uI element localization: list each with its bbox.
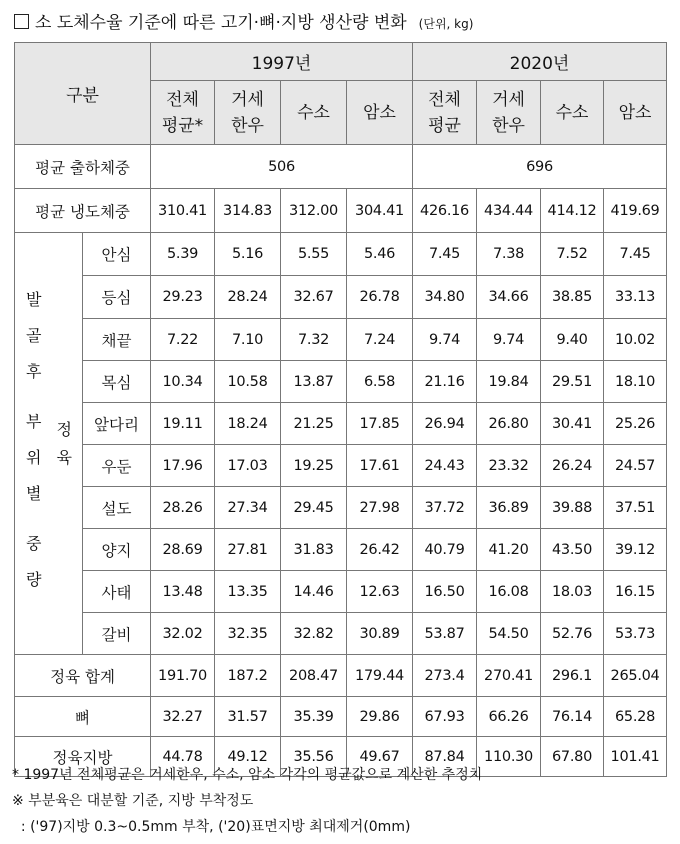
value-cell: 26.78 (347, 276, 413, 319)
value-cell: 7.38 (477, 233, 541, 276)
column-header-line: 거세 (231, 89, 264, 110)
value-cell: 19.11 (151, 403, 215, 445)
value-cell: 27.98 (347, 487, 413, 529)
table-row (15, 43, 667, 81)
value-cell: 16.50 (413, 571, 477, 613)
value-cell: 32.67 (281, 276, 347, 319)
footnotes (12, 762, 482, 840)
value-cell: 28.24 (215, 276, 281, 319)
value-cell: 6.58 (347, 361, 413, 403)
value-cell: 49.67 (347, 737, 413, 777)
value-cell: 7.10 (215, 319, 281, 361)
side-label-char: 별 (26, 483, 42, 503)
table-row (15, 697, 667, 737)
value-cell: 17.96 (151, 445, 215, 487)
value-cell: 44.78 (151, 737, 215, 777)
column-header (413, 81, 477, 145)
value-cell: 17.03 (215, 445, 281, 487)
value-cell: 7.24 (347, 319, 413, 361)
cut-label: 갈비 (83, 613, 151, 655)
value-cell: 32.35 (215, 613, 281, 655)
value-cell: 28.69 (151, 529, 215, 571)
value-cell: 39.88 (541, 487, 604, 529)
value-cell: 39.12 (604, 529, 667, 571)
column-header-line: 전체 (428, 89, 461, 110)
value-cell: 26.94 (413, 403, 477, 445)
table-row (15, 233, 667, 276)
column-header-line: 한우 (492, 115, 525, 136)
side-label-char: 위 (26, 447, 42, 467)
value-cell: 5.46 (347, 233, 413, 276)
value-cell: 34.66 (477, 276, 541, 319)
column-header (604, 81, 667, 145)
value-cell: 506 (151, 145, 413, 189)
value-cell: 7.22 (151, 319, 215, 361)
value-cell: 26.24 (541, 445, 604, 487)
column-header-line: 평균 (428, 115, 461, 136)
footnote-2: ※ 부분육은 대분할 기준, 지방 부착정도 (12, 793, 254, 809)
total-row-label: 정육 합계 (15, 655, 151, 697)
value-cell: 25.26 (604, 403, 667, 445)
value-cell: 32.27 (151, 697, 215, 737)
table-row (15, 655, 667, 697)
value-cell: 314.83 (215, 189, 281, 233)
table-row (15, 445, 667, 487)
column-header-line: 전체 (166, 89, 199, 110)
side-label-char: 후 (26, 361, 42, 381)
value-cell: 30.41 (541, 403, 604, 445)
value-cell: 7.52 (541, 233, 604, 276)
value-cell: 29.23 (151, 276, 215, 319)
value-cell: 40.79 (413, 529, 477, 571)
value-cell: 5.39 (151, 233, 215, 276)
table-row (15, 319, 667, 361)
value-cell: 110.30 (477, 737, 541, 777)
value-cell: 310.41 (151, 189, 215, 233)
footnote-3: : ('97)지방 0.3~0.5mm 부착, ('20)표면지방 최대제거(0mm) (12, 819, 411, 835)
value-cell: 31.57 (215, 697, 281, 737)
value-cell: 54.50 (477, 613, 541, 655)
year-header-1997: 1997년 (151, 43, 413, 81)
column-header (347, 81, 413, 145)
cut-label: 안심 (83, 233, 151, 276)
column-header-line: 한우 (231, 115, 264, 136)
value-cell: 9.74 (413, 319, 477, 361)
value-cell: 35.56 (281, 737, 347, 777)
table-row (15, 487, 667, 529)
column-header (477, 81, 541, 145)
table-row (15, 571, 667, 613)
column-header (215, 81, 281, 145)
row-label: 평균 출하체중 (15, 145, 151, 189)
value-cell: 5.16 (215, 233, 281, 276)
title-text: 소 도체수율 기준에 따른 고기·뼈·지방 생산량 변화 (35, 13, 407, 33)
value-cell: 53.73 (604, 613, 667, 655)
table-title (14, 8, 473, 33)
value-cell: 9.74 (477, 319, 541, 361)
value-cell: 312.00 (281, 189, 347, 233)
value-cell: 17.85 (347, 403, 413, 445)
value-cell: 37.51 (604, 487, 667, 529)
table-row (15, 361, 667, 403)
total-row-label: 정육지방 (15, 737, 151, 777)
value-cell: 29.45 (281, 487, 347, 529)
side-label-char: 발 (26, 289, 42, 309)
column-header-line: 암소 (363, 102, 396, 123)
value-cell: 65.28 (604, 697, 667, 737)
value-cell: 21.25 (281, 403, 347, 445)
cut-label: 등심 (83, 276, 151, 319)
value-cell: 7.32 (281, 319, 347, 361)
value-cell: 27.81 (215, 529, 281, 571)
value-cell: 13.35 (215, 571, 281, 613)
column-header-line: 암소 (618, 102, 652, 123)
cut-label: 사태 (83, 571, 151, 613)
value-cell: 10.02 (604, 319, 667, 361)
value-cell: 32.02 (151, 613, 215, 655)
value-cell: 179.44 (347, 655, 413, 697)
column-header (151, 81, 215, 145)
group-label-char: 육 (56, 447, 72, 467)
value-cell: 10.34 (151, 361, 215, 403)
side-label-char: 중 (26, 533, 42, 553)
value-cell: 27.34 (215, 487, 281, 529)
cut-label: 설도 (83, 487, 151, 529)
value-cell: 29.86 (347, 697, 413, 737)
value-cell: 66.26 (477, 697, 541, 737)
unit-label: (단위, kg) (418, 17, 474, 31)
value-cell: 26.80 (477, 403, 541, 445)
value-cell: 53.87 (413, 613, 477, 655)
value-cell: 419.69 (604, 189, 667, 233)
value-cell: 5.55 (281, 233, 347, 276)
value-cell: 43.50 (541, 529, 604, 571)
side-label-char: 부 (26, 411, 42, 431)
production-table (14, 42, 667, 777)
column-header-line: 수소 (555, 102, 589, 123)
table-row (15, 189, 667, 233)
value-cell: 33.13 (604, 276, 667, 319)
value-cell: 13.48 (151, 571, 215, 613)
value-cell: 41.20 (477, 529, 541, 571)
table-row (15, 613, 667, 655)
value-cell: 30.89 (347, 613, 413, 655)
side-label-char: 골 (26, 325, 42, 345)
table-row (15, 276, 667, 319)
column-header (281, 81, 347, 145)
value-cell: 19.84 (477, 361, 541, 403)
value-cell: 187.2 (215, 655, 281, 697)
value-cell: 67.93 (413, 697, 477, 737)
value-cell: 434.44 (477, 189, 541, 233)
cut-label: 앞다리 (83, 403, 151, 445)
value-cell: 426.16 (413, 189, 477, 233)
value-cell: 24.43 (413, 445, 477, 487)
value-cell: 10.58 (215, 361, 281, 403)
side-label-char: 량 (26, 569, 42, 589)
value-cell: 17.61 (347, 445, 413, 487)
cut-label: 목심 (83, 361, 151, 403)
value-cell: 34.80 (413, 276, 477, 319)
value-cell: 36.89 (477, 487, 541, 529)
value-cell: 7.45 (604, 233, 667, 276)
value-cell: 38.85 (541, 276, 604, 319)
value-cell: 24.57 (604, 445, 667, 487)
value-cell: 18.03 (541, 571, 604, 613)
group-label-char: 정 (56, 419, 72, 439)
value-cell: 76.14 (541, 697, 604, 737)
column-header (541, 81, 604, 145)
value-cell: 52.76 (541, 613, 604, 655)
value-cell: 16.08 (477, 571, 541, 613)
checkbox-square-icon (14, 14, 29, 29)
group-label-lean-meat (53, 233, 83, 655)
value-cell: 19.25 (281, 445, 347, 487)
value-cell: 7.45 (413, 233, 477, 276)
value-cell: 414.12 (541, 189, 604, 233)
value-cell: 16.15 (604, 571, 667, 613)
value-cell: 273.4 (413, 655, 477, 697)
value-cell: 270.41 (477, 655, 541, 697)
value-cell: 265.04 (604, 655, 667, 697)
value-cell: 28.26 (151, 487, 215, 529)
footnote-1: * 1997년 전체평균은 거세한우, 수소, 암소 각각의 평균값으로 계산한 추정치 (12, 767, 483, 783)
value-cell: 35.39 (281, 697, 347, 737)
value-cell: 67.80 (541, 737, 604, 777)
value-cell: 14.46 (281, 571, 347, 613)
cut-label: 양지 (83, 529, 151, 571)
corner-header: 구분 (15, 43, 151, 145)
value-cell: 18.24 (215, 403, 281, 445)
value-cell: 208.47 (281, 655, 347, 697)
value-cell: 101.41 (604, 737, 667, 777)
year-header-2020: 2020년 (413, 43, 667, 81)
value-cell: 21.16 (413, 361, 477, 403)
table-row (15, 145, 667, 189)
value-cell: 87.84 (413, 737, 477, 777)
value-cell: 49.12 (215, 737, 281, 777)
column-header-line: 평균* (161, 115, 204, 136)
value-cell: 29.51 (541, 361, 604, 403)
value-cell: 26.42 (347, 529, 413, 571)
row-label: 평균 냉도체중 (15, 189, 151, 233)
side-label-bone-out-cut-weight (15, 233, 53, 655)
value-cell: 13.87 (281, 361, 347, 403)
column-header-line: 수소 (297, 102, 330, 123)
value-cell: 31.83 (281, 529, 347, 571)
cut-label: 우둔 (83, 445, 151, 487)
value-cell: 18.10 (604, 361, 667, 403)
cut-label: 채끝 (83, 319, 151, 361)
value-cell: 296.1 (541, 655, 604, 697)
value-cell: 9.40 (541, 319, 604, 361)
value-cell: 696 (413, 145, 667, 189)
column-header-line: 거세 (492, 89, 525, 110)
value-cell: 191.70 (151, 655, 215, 697)
table-row (15, 403, 667, 445)
value-cell: 12.63 (347, 571, 413, 613)
value-cell: 32.82 (281, 613, 347, 655)
value-cell: 37.72 (413, 487, 477, 529)
total-row-label: 뼈 (15, 697, 151, 737)
table-row (15, 529, 667, 571)
value-cell: 23.32 (477, 445, 541, 487)
value-cell: 304.41 (347, 189, 413, 233)
